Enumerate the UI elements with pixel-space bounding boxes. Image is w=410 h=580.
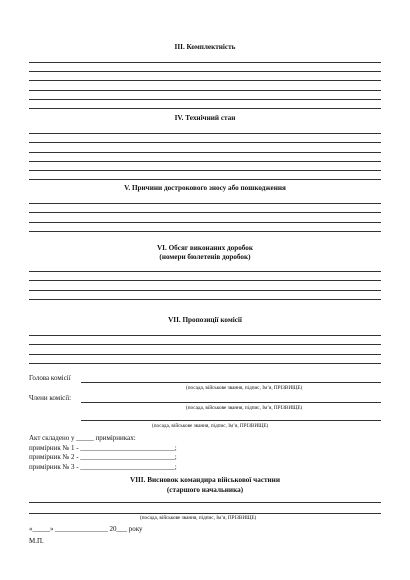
commission-head-label: Голова комісії [29, 374, 71, 382]
commission-head-line [81, 382, 381, 383]
section-8-title: VIII. Висновок командира військової частини [130, 476, 280, 484]
commission-member-line-1 [81, 402, 381, 403]
fill-line [29, 280, 381, 281]
act-copy-3: примірник № 3 - ___________________________; [29, 463, 177, 471]
fill-line [29, 290, 381, 291]
fill-line [29, 231, 381, 232]
act-intro: Акт складено у _____ примірниках: [29, 434, 136, 442]
fill-line [29, 170, 381, 171]
fill-line [29, 133, 381, 134]
commander-caption: (посада, військове звання, підпис, Ім’я, ПРІЗВИЩЕ) [140, 515, 257, 521]
section-6-subtitle: (номери бюлетенів доробок) [159, 253, 251, 261]
fill-line [29, 335, 381, 336]
fill-line [29, 108, 381, 109]
fill-line [29, 161, 381, 162]
section-7-title: VII. Пропозиції комісії [168, 316, 242, 324]
fill-line [29, 271, 381, 272]
commission-member-line-2 [81, 420, 381, 421]
fill-line [29, 363, 381, 364]
fill-line [29, 90, 381, 91]
conclusion-line-1 [29, 502, 381, 503]
commission-member-caption-2: (посада, військове звання, підпис, Ім’я, ПРІЗВИЩЕ) [152, 423, 269, 429]
section-8-subtitle: (старшого начальника) [166, 486, 244, 494]
section-6-title: VI. Обсяг виконаних доробок [156, 244, 254, 252]
fill-line [29, 179, 381, 180]
fill-line [29, 152, 381, 153]
act-copy-1: примірник № 1 - ___________________________; [29, 444, 177, 452]
commission-member-caption-1: (посада, військове звання, підпис, Ім’я, ПРІЗВИЩЕ) [186, 405, 303, 411]
act-copy-2: примірник № 2 - ___________________________; [29, 453, 177, 461]
conclusion-line-2 [29, 513, 381, 514]
fill-line [29, 71, 381, 72]
fill-line [29, 62, 381, 63]
section-5-title: V. Причини дострокового зносу або пошкодження [124, 184, 286, 192]
stamp-mark: М.П. [29, 537, 44, 545]
commission-members-label: Члени комісії: [29, 394, 72, 402]
fill-line [29, 344, 381, 345]
fill-line [29, 203, 381, 204]
fill-line [29, 212, 381, 213]
fill-line [29, 142, 381, 143]
section-3-title: III. Комплектність [174, 43, 236, 51]
date-line: «_____» _______________ 20___ року [29, 525, 143, 533]
fill-line [29, 299, 381, 300]
fill-line [29, 222, 381, 223]
fill-line [29, 99, 381, 100]
fill-line [29, 354, 381, 355]
commission-head-caption: (посада, військове звання, підпис, Ім’я, ПРІЗВИЩЕ) [186, 385, 303, 391]
fill-line [29, 80, 381, 81]
section-4-title: IV. Технічний стан [174, 114, 236, 122]
